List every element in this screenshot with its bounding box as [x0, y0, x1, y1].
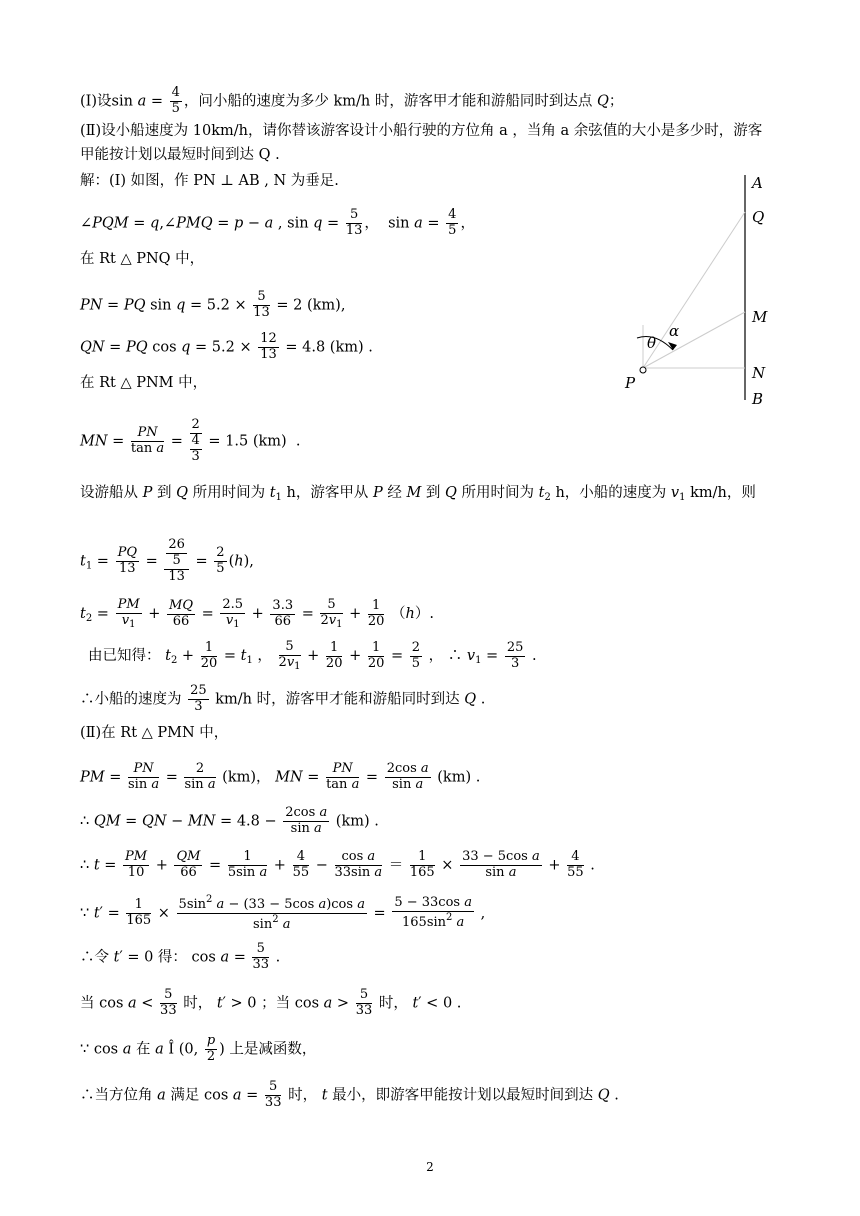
segment-pm — [643, 312, 745, 368]
line-rt-pnm: 在 Rt △ PNM 中， — [80, 375, 208, 391]
geometry-figure — [615, 170, 785, 410]
label-q: Q — [752, 208, 765, 226]
label-m: M — [752, 308, 768, 326]
line-t: ∴ t = $\frac{PM}{10}$ + $\frac{QM}{66}$ = $\frac{1}{\text{5sin a}}$ + $\frac{4}{55}$ − $\frac{\text{cos a}}{\text{33sin a}}$ ＝ $\frac{1}{165}$ × $\frac{\text{33 − 5cos a}}{\text{sin a}}$ + $\frac{4}{55}$ . — [80, 849, 595, 880]
question-part-1: (Ⅰ)设sin a = $\frac{4}{5}$ ，问小船的速度为多少 km/h 时，游客甲才能和游船同时到达点 Q； — [80, 85, 624, 116]
label-a: A — [752, 174, 763, 192]
line-t2: $t_2$ = $\frac{PM}{v_1}$ + $\frac{MQ}{66}$ = $\frac{2.5}{v_1}$ + $\frac{3.3}{66}$ = $\frac{5}{2v_1}$ + $\frac{1}{20}$ （h）. — [80, 597, 434, 630]
page-number: 2 — [426, 1160, 434, 1174]
solution-intro: 解：(Ⅰ) 如图，作 PN ⊥ AB , N 为垂足. — [80, 173, 339, 189]
line-mn: MN = $\frac{PN}{\text{tan a}}$ = $\frac{2}{\frac{4}{3}}$ = 1.5 (km) . — [80, 417, 301, 464]
line-angles: ∠PQM = q,∠PMQ = p − a , sin q = $\frac{5}{13}$ ， sin a = $\frac{4}{5}$ ， — [80, 207, 475, 238]
line-rt-pmn: (Ⅱ)在 Rt △ PMN 中， — [80, 725, 229, 741]
line-qm: ∴ QM = QN − MN = 4.8 − $\frac{\text{2cos a}}{\text{sin a}}$ (km) . — [80, 805, 379, 836]
line-final: ∴当方位角 a 满足 cos a = $\frac{5}{33}$ 时， t 最小，即游客甲能按计划以最短时间到达 Q . — [80, 1079, 619, 1110]
line-let: ∴令 t′ = 0 得： cos a = $\frac{5}{33}$ . — [80, 941, 281, 972]
label-theta: θ — [647, 334, 657, 352]
line-when: 当 cos a < $\frac{5}{33}$ 时， t′ > 0 ；当 cos a > $\frac{5}{33}$ 时， t′ < 0 . — [80, 987, 462, 1018]
question-part-2-line-1: (Ⅱ)设小船速度为 10km/h，请你替该游客设计小船行驶的方位角 a ，当角 a 余弦值的大小是多少时，游客 — [80, 123, 763, 139]
line-decreasing: ∵ cos a 在 a Î (0, $\frac{p}{2}$ ) 上是减函数， — [80, 1033, 317, 1064]
segment-pq — [643, 212, 745, 368]
question-part-2-line-2: 甲能按计划以最短时间到达 Q . — [80, 147, 280, 163]
line-t-prime: ∵ t′ = $\frac{1}{165}$ × $\frac{5\sin^2 a - (33 - 5\cos a)\cos a}{\sin^2 a}$ = $\frac{\text{5 − 33cos a}}{165\sin^2 a}$ , — [80, 894, 486, 932]
line-rt-pnq: 在 Rt △ PNQ 中， — [80, 251, 205, 267]
label-n: N — [752, 364, 766, 382]
line-pm-mn: PM = $\frac{PN}{\text{sin a}}$ = $\frac{2}{\text{sin a}}$ (km)， MN = $\frac{PN}{\text{tan a}}$ = $\frac{\text{2cos a}}{\text{sin a}}$ (km) . — [80, 761, 481, 792]
point-p — [640, 367, 646, 373]
label-alpha: α — [669, 322, 680, 340]
line-set-variables: 设游船从 P 到 Q 所用时间为 $t_1$ h，游客甲从 P 经 M 到 Q 所用时间为 $t_2$ h，小船的速度为 $v_1$ km/h，则 — [80, 485, 756, 503]
line-known: 由已知得： $t_2$ + $\frac{1}{20}$ = $t_1$ ， $\frac{5}{2v_1}$ + $\frac{1}{20}$ + $\frac{1}{20}$ = $\frac{2}{5}$ ， ∴ $v_1$ = $\frac{25}{3}$ . — [88, 639, 537, 672]
line-pn: PN = PQ sin q = 5.2 × $\frac{5}{13}$ = 2 (km), — [80, 289, 346, 320]
line-t1: $t_1$ = $\frac{PQ}{13}$ = $\frac{\frac{26}{5}}{13}$ = $\frac{2}{5}$ (h), — [80, 537, 254, 584]
line-qn: QN = PQ cos q = 5.2 × $\frac{12}{13}$ = 4.8 (km) . — [80, 331, 373, 362]
line-conclusion-1: ∴小船的速度为 $\frac{25}{3}$ km/h 时，游客甲才能和游船同时到达 Q . — [80, 683, 486, 714]
label-p: P — [625, 374, 636, 392]
label-b: B — [752, 390, 764, 408]
